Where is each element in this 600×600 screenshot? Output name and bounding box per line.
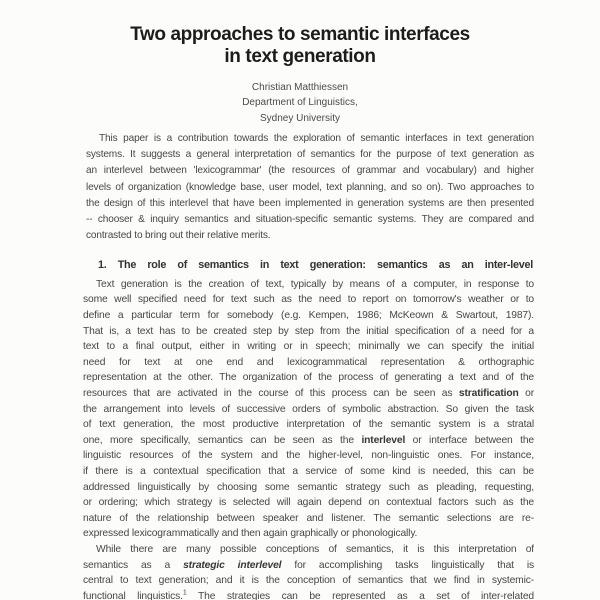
author-block	[0, 80, 600, 126]
author-line: Christian Matthiessen	[251, 82, 349, 93]
body-line: resources that are activated in the course of this process can be seen as stratification or	[83, 388, 534, 400]
body-line: semantics as a strategic interlevel for accomplishing tasks linguistically that is	[83, 559, 534, 571]
body-line: if there is a contextual specification that a service of some kind is needed, this can be	[83, 466, 534, 477]
body-line: central to text generation; and it is the conception of semantics that we find in systemic-	[83, 575, 534, 587]
body-line: representation at the other. The organization of the process of generating a text and of the	[83, 372, 534, 384]
body-line: some well specified need for text such as the need to report on tomorrow's weather or to	[83, 294, 534, 306]
body-paragraph-2	[83, 542, 534, 600]
abstract-line: the design of this interlevel that have been implemented in generation systems are then presented	[86, 197, 534, 209]
body-line: one, more specifically, semantics can be seen as the interlevel or interface between the	[83, 434, 534, 446]
body-line: expressed lexicogrammatically and then again graphically or phonologically.	[83, 528, 418, 540]
body-line: text to a final output, either in writing or in speech; minimally we can specify the initial	[83, 341, 534, 353]
body-line: or ordering; which strategy is selected will again depend on contextual factors such as the	[83, 497, 534, 509]
paper-title	[0, 0, 600, 68]
body-line: That is, a text has to be created step by step from the initial specification of a need for a	[83, 325, 534, 337]
abstract-line: -- chooser & inquiry semantics and situation-specific semantic systems. They are compared and	[86, 213, 534, 225]
section-heading: 1. The role of semantics in text generation: semantics as an inter-level	[98, 258, 533, 271]
body-line: define a particular term for somebody (e.g. Kempen, 1986; McKeown & Swartout, 1987).	[83, 310, 534, 322]
body-line: While there are many possible conceptions of semantics, it is this interpretation of	[96, 543, 534, 555]
author-line: Department of Linguistics,	[242, 97, 358, 109]
body-line: of text generation, the most productive interpretation of the semantic system is a stratal	[83, 419, 534, 431]
paper-title-line: Two approaches to semantic interfaces	[130, 24, 470, 45]
body-line: need for text at one end and lexicogrammatical representation & orthographic	[83, 356, 534, 368]
abstract-line: levels of organization (knowledge base, user model, text planning, and so on). Two approaches to	[86, 181, 534, 193]
abstract-line: This paper is a contribution towards the exploration of semantic interfaces in text generation	[99, 133, 534, 145]
body-line: the arrangement into levels of successive orders of symbolic abstraction. So given the task	[83, 403, 534, 415]
body-line: linguistic resources of the system and the higher-level, non-linguistic ones. For instance,	[83, 450, 534, 462]
body-paragraph-1	[83, 277, 534, 542]
body-line: addressed linguistically by choosing some semantic strategy such as pleading, requesting,	[83, 481, 534, 493]
body-line: nature of the relationship between speaker and listener. The semantic selections are re-	[83, 512, 534, 524]
body-line: Text generation is the creation of text, typically by means of a computer, in response to	[96, 278, 534, 290]
abstract-line: systems. It suggests a general interpretation of semantics for the purpose of text generation as	[86, 149, 534, 161]
abstract	[86, 131, 534, 244]
abstract-line: an interlevel between 'lexicogrammar' (the resources of grammar and vocabulary) and higher	[86, 165, 534, 177]
body-line: functional linguistics.$^1$ The strategies can be represented as a set of inter-related	[83, 589, 534, 600]
author-line: Sydney University	[259, 112, 341, 124]
paper-title-line: in text generation	[224, 46, 376, 67]
abstract-line: contrasted to bring out their relative merits.	[86, 229, 271, 241]
